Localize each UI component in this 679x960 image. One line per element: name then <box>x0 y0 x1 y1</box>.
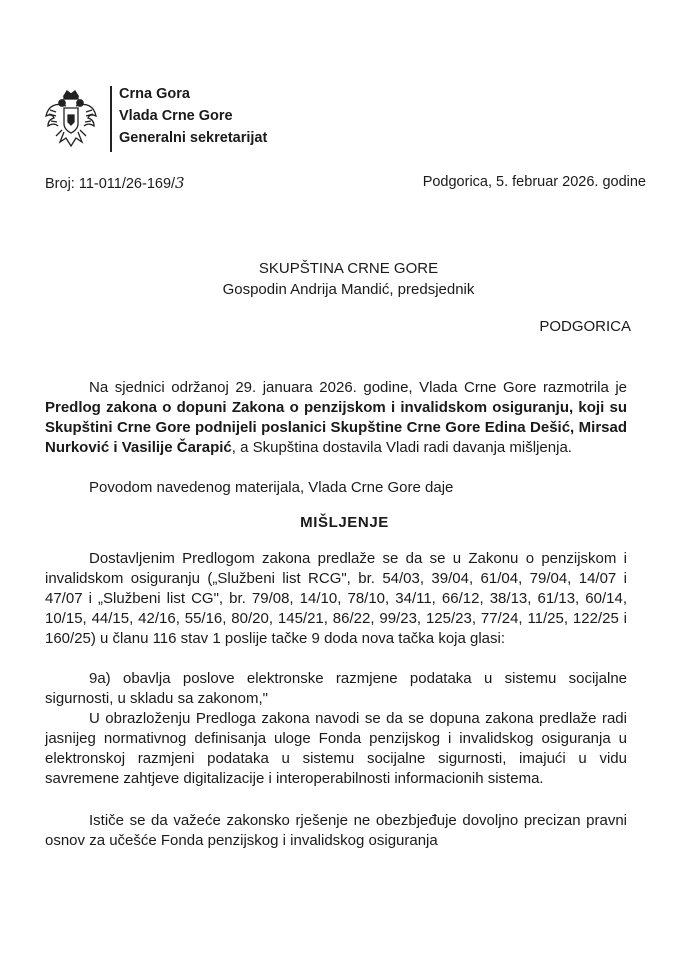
place-date: Podgorica, 5. februar 2026. godine <box>422 174 646 190</box>
letterhead-country: Crna Gora <box>119 86 190 102</box>
intro-text-2: , a Skupština dostavila Vladi radi davanja mišljenja. <box>231 439 572 456</box>
letterhead-government: Vlada Crne Gore <box>119 108 233 124</box>
recipient-person: Gospodin Andrija Mandić, predsjednik <box>222 281 475 298</box>
opinion-heading: MIŠLJENJE <box>300 514 389 531</box>
recipient-city: PODGORICA <box>539 318 631 335</box>
handwritten-suffix: 3 <box>175 174 185 192</box>
paragraph-1: Dostavljenim Predlogom zakona predlaže se da se u Zakonu o penzijskom i invalidskom osiguranju („Službeni list RCG", br. 54/03, 39/04, 61/04, 79/04, 14/07 i 47/07 i „Službeni list CG", br. 79/08, 14/10, 78/10, 34/11, 66/12, 38/13, 61/13, 60/14, 10/15, 44/15, 42/16, 55/16, 80/20, 145/21, 86/22, 99/23, 125/23, 77/24, 11/25, 122/25 i 160/25) u članu 116 stav 1 poslije tačke 9 doda nova tačka koja glasi: <box>45 550 627 647</box>
paragraph-3: Ističe se da važeće zakonsko rješenje ne obezbjeđuje dovoljno precizan pravni osnov za učešće Fonda penzijskog i invalidskog osiguranja <box>45 812 627 849</box>
letterhead-divider <box>110 86 112 152</box>
intro-line-2: Povodom navedenog materijala, Vlada Crne Gore daje <box>89 479 454 496</box>
reference-number <box>45 174 185 192</box>
reference-number-text: Broj: 11-011/26-169/ <box>45 176 176 192</box>
paragraph-2: U obrazloženju Predloga zakona navodi se da se dopuna zakona predlaže radi jasnijeg normativnog definisanja uloge Fonda penzijskog i invalidskog osiguranja u elektronskoj razmjeni podataka u sistemu socijalne sigurnosti, imajući u vidu savremene zahtjeve digitalizacije i interoperabilnosti informacionih sistema. <box>45 710 627 787</box>
intro-paragraph <box>45 378 627 458</box>
intro-text-1: Na sjednici održanoj 29. januara 2026. godine, Vlada Crne Gore razmotrila je <box>89 379 627 396</box>
letterhead-department: Generalni sekretarijat <box>119 130 268 146</box>
recipient-institution: SKUPŠTINA CRNE GORE <box>258 260 439 277</box>
coat-of-arms-icon <box>42 88 100 150</box>
paragraph-quote: 9a) obavlja poslove elektronske razmjene podataka u sistemu socijalne sigurnosti, u skladu sa zakonom," <box>45 670 627 707</box>
intro-bold-title: Predlog zakona o dopuni Zakona o penzijskom i invalidskom osiguranju, koji su Skupštini Crne Gore podnijeli poslanici Skupštine Crne Gore Edina Dešić, Mirsad Nurković i Vasilije Čarapić <box>45 399 627 456</box>
